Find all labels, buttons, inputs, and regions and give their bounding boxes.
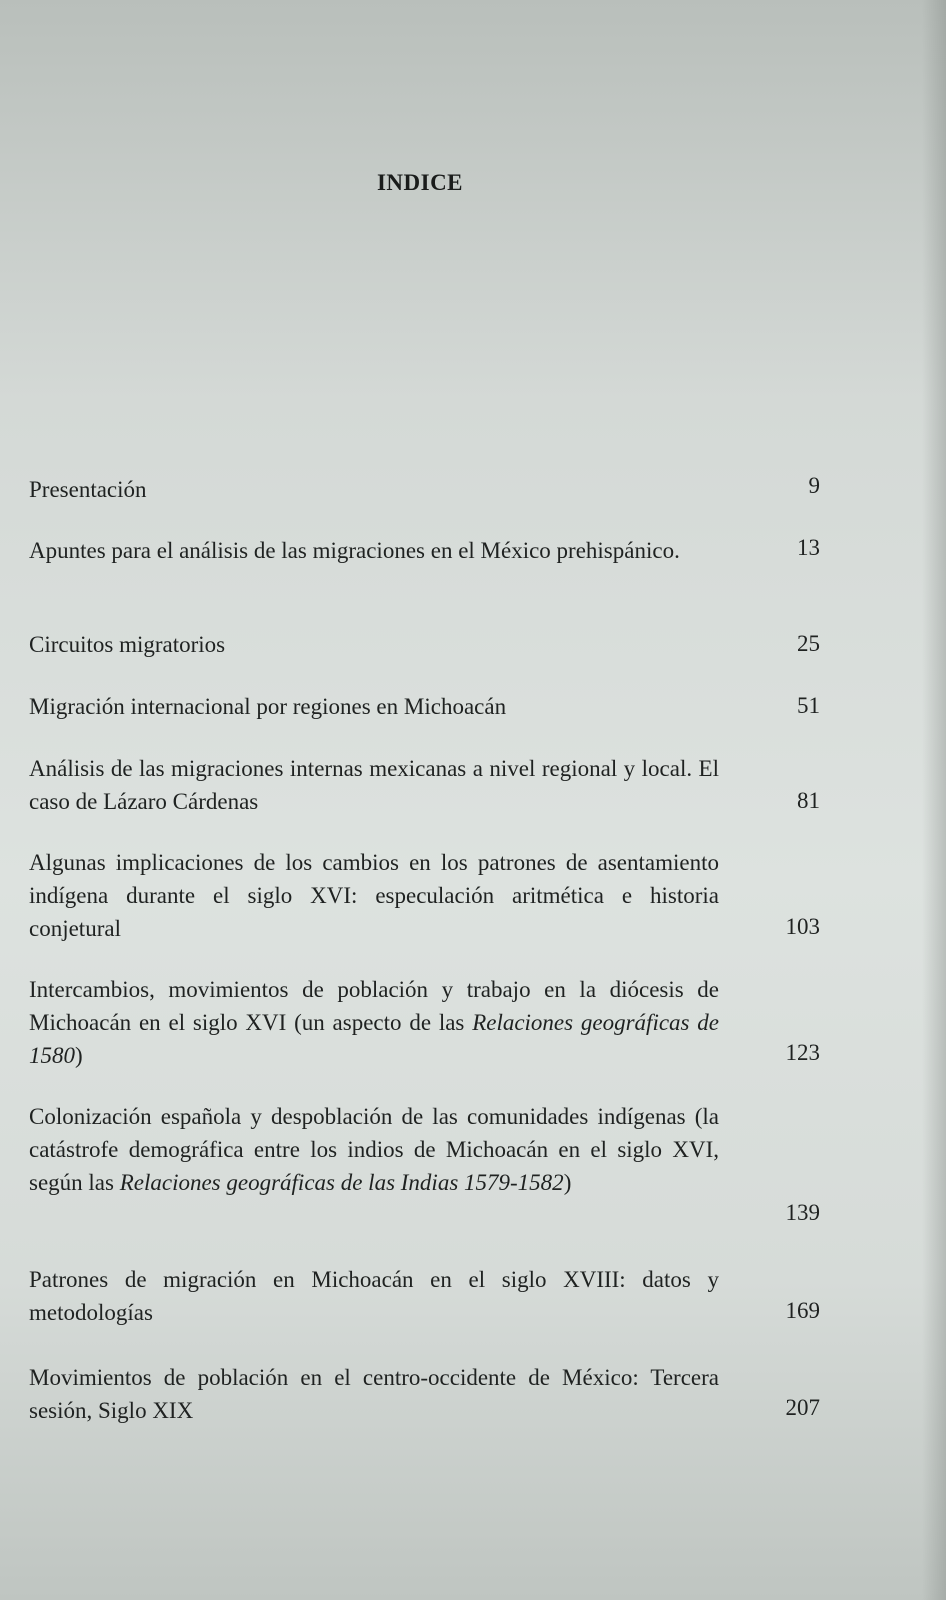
- toc-entry-text: Algunas implicaciones de los cambios en los patrones de asentamiento indígena durante el siglo XVI: especulación aritmética e historia conjetural: [29, 850, 719, 941]
- toc-entry-text: Movimientos de población en el centro-occidente de México: Tercera sesión, Siglo XIX: [29, 1365, 719, 1423]
- toc-entry-title: [29, 473, 719, 506]
- toc-entry-title: [29, 973, 719, 1072]
- toc-entry-title: [29, 690, 719, 723]
- toc-entry-text: Presentación: [29, 477, 147, 502]
- toc-page-number: 13: [797, 535, 820, 560]
- toc-entry-text: Circuitos migratorios: [29, 632, 226, 657]
- toc-page-number: 139: [785, 1200, 820, 1225]
- toc-page-number: 123: [785, 1040, 820, 1065]
- toc-entry-title: [29, 1100, 719, 1199]
- toc-entry-title: [29, 1263, 719, 1329]
- toc-entry-title: [29, 1361, 719, 1427]
- toc-entry-italic-text: Relaciones geográficas de las Indias 1579-1582: [119, 1170, 564, 1195]
- toc-page-number: 81: [797, 788, 820, 813]
- toc-entry-text: Apuntes para el análisis de las migraciones en el México prehispánico.: [29, 538, 680, 563]
- toc-page-number: 51: [797, 693, 820, 718]
- toc-entry-text: Colonización española y despoblación de las comunidades indígenas (la catástrofe demográfica entre los indios de Michoacán en el siglo XVI, según las: [29, 1104, 719, 1195]
- toc-page-number: 169: [785, 1298, 820, 1323]
- toc-entry-title: [29, 846, 719, 945]
- toc-page-number: 9: [808, 473, 820, 498]
- toc-page-number: 25: [797, 631, 820, 656]
- toc-entry-title: [29, 752, 719, 818]
- index-heading: INDICE: [376, 170, 464, 195]
- toc-entry-title: [29, 534, 719, 567]
- toc-entry-title: [29, 628, 719, 661]
- toc-entry-text: Intercambios, movimientos de población y trabajo en la diócesis de Michoacán en el siglo XVI (un aspecto de las: [29, 977, 719, 1035]
- toc-page-number: 207: [785, 1395, 820, 1420]
- toc-page-number: 103: [785, 914, 820, 939]
- toc-entry-text: Análisis de las migraciones internas mexicanas a nivel regional y local. El caso de Lázaro Cárdenas: [29, 756, 719, 814]
- toc-entry-text: Patrones de migración en Michoacán en el siglo XVIII: datos y metodologías: [29, 1267, 719, 1325]
- toc-entry-text: Migración internacional por regiones en Michoacán: [29, 694, 507, 719]
- toc-entry-text-end: ): [75, 1043, 83, 1068]
- toc-entry-italic-text: Relaciones geográficas de 1580: [29, 1010, 719, 1068]
- toc-entry-text-end: ): [563, 1170, 572, 1195]
